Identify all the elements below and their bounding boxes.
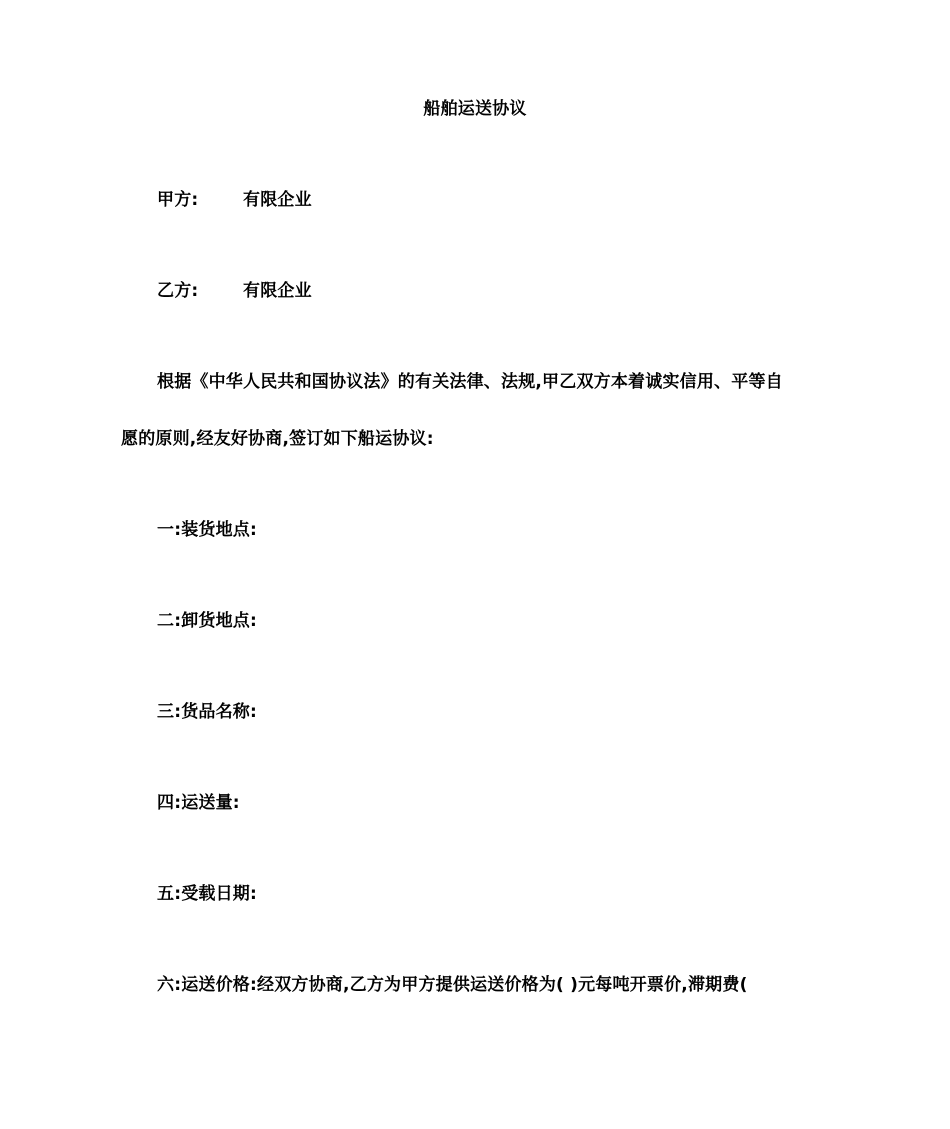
clause-unloading-place: 二:卸货地点:	[157, 611, 257, 631]
party-b-value: 有限企业	[243, 281, 312, 301]
document-title: 船舶运送协议	[423, 99, 527, 119]
clause-price: 六:运送价格:经双方协商,乙方为甲方提供运送价格为( )元每吨开票价,滞期费(	[157, 975, 748, 995]
party-a	[157, 189, 557, 211]
clause-loading-place: 一:装货地点:	[157, 520, 257, 540]
preamble-line-2: 愿的原则,经友好协商,签订如下船运协议:	[121, 429, 434, 449]
party-b	[157, 280, 557, 302]
party-a-value: 有限企业	[243, 190, 312, 210]
party-a-label: 甲方:	[157, 190, 199, 210]
party-b-label: 乙方:	[157, 281, 199, 301]
clause-volume: 四:运送量:	[157, 793, 240, 813]
clause-goods-name: 三:货品名称:	[157, 702, 257, 722]
preamble-line-1: 根据《中华人民共和国协议法》的有关法律、法规,甲乙双方本着诚实信用、平等自	[157, 372, 783, 392]
clause-loading-date: 五:受载日期:	[157, 884, 257, 904]
